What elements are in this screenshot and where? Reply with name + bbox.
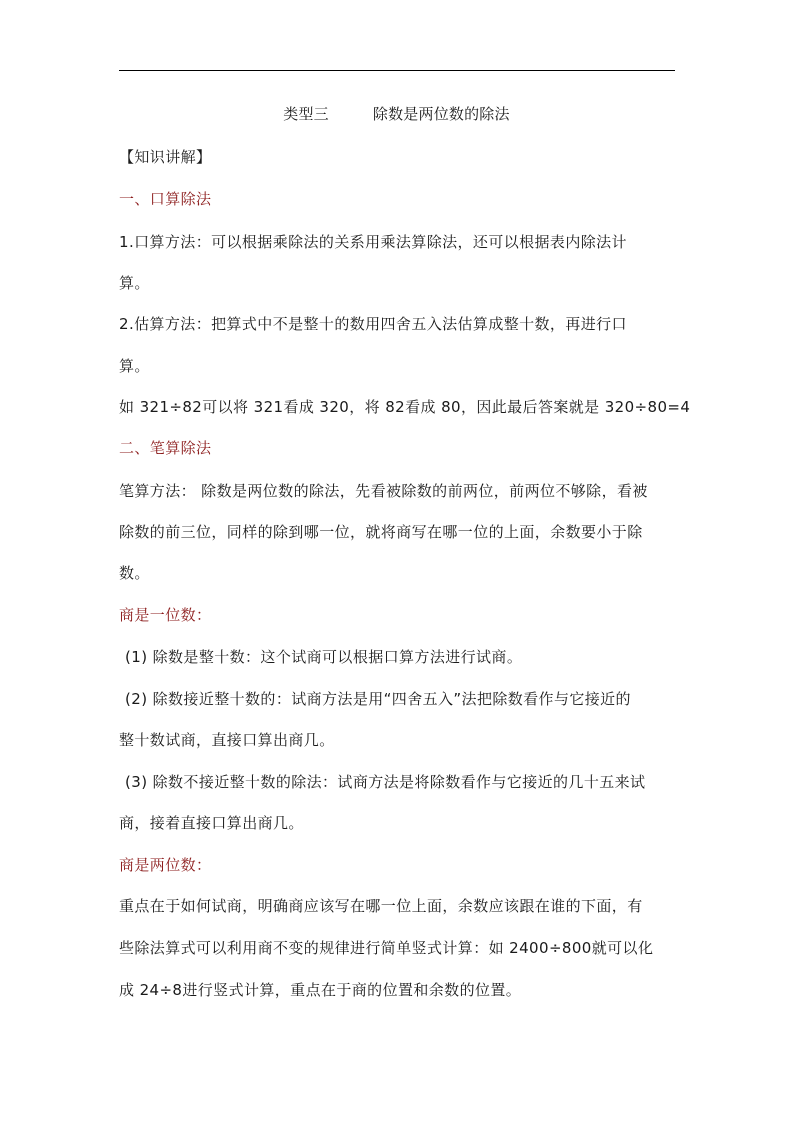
knowledge-label: 【知识讲解】 [119,148,212,166]
section-heading-written-division: 二、笔算除法 [119,439,212,457]
mental-method-line-2: 算。 [119,274,150,292]
two-digit-quotient-heading: 商是两位数： [119,856,212,874]
header-rule [119,70,675,71]
case-3-line-2: 商，接着直接口算出商几。 [119,814,304,832]
title-type-label: 类型三 [283,105,329,123]
estimate-method-line-1: 2.估算方法：把算式中不是整十的数用四舍五入法估算成整十数，再进行口 [119,315,627,333]
section-heading-mental-division: 一、口算除法 [119,190,212,208]
written-method-line-3: 数。 [119,564,150,582]
mental-method-line-1: 1.口算方法：可以根据乘除法的关系用乘法算除法，还可以根据表内除法计 [119,233,627,251]
two-digit-line-2: 些除法算式可以利用商不变的规律进行简单竖式计算：如 2400÷800就可以化 [119,939,654,957]
estimate-method-line-2: 算。 [119,357,150,375]
written-method-line-2: 除数的前三位，同样的除到哪一位，就将商写在哪一位的上面，余数要小于除 [119,523,643,541]
page-title [0,103,793,124]
case-1: (1) 除数是整十数：这个试商可以根据口算方法进行试商。 [125,648,523,666]
case-3-line-1: (3) 除数不接近整十数的除法：试商方法是将除数看作与它接近的几十五来试 [125,773,646,791]
two-digit-line-3: 成 24÷8进行竖式计算，重点在于商的位置和余数的位置。 [119,981,522,999]
case-2-line-2: 整十数试商，直接口算出商几。 [119,731,335,749]
title-topic: 除数是两位数的除法 [372,105,510,123]
estimate-example: 如 321÷82可以将 321看成 320，将 82看成 80，因此最后答案就是 320÷80=4 [119,398,691,416]
one-digit-quotient-heading: 商是一位数： [119,606,212,624]
case-2-line-1: (2) 除数接近整十数的：试商方法是用“四舍五入”法把除数看作与它接近的 [125,690,631,708]
two-digit-line-1: 重点在于如何试商，明确商应该写在哪一位上面，余数应该跟在谁的下面，有 [119,897,643,915]
written-method-line-1: 笔算方法： 除数是两位数的除法，先看被除数的前两位，前两位不够除，看被 [119,482,648,500]
